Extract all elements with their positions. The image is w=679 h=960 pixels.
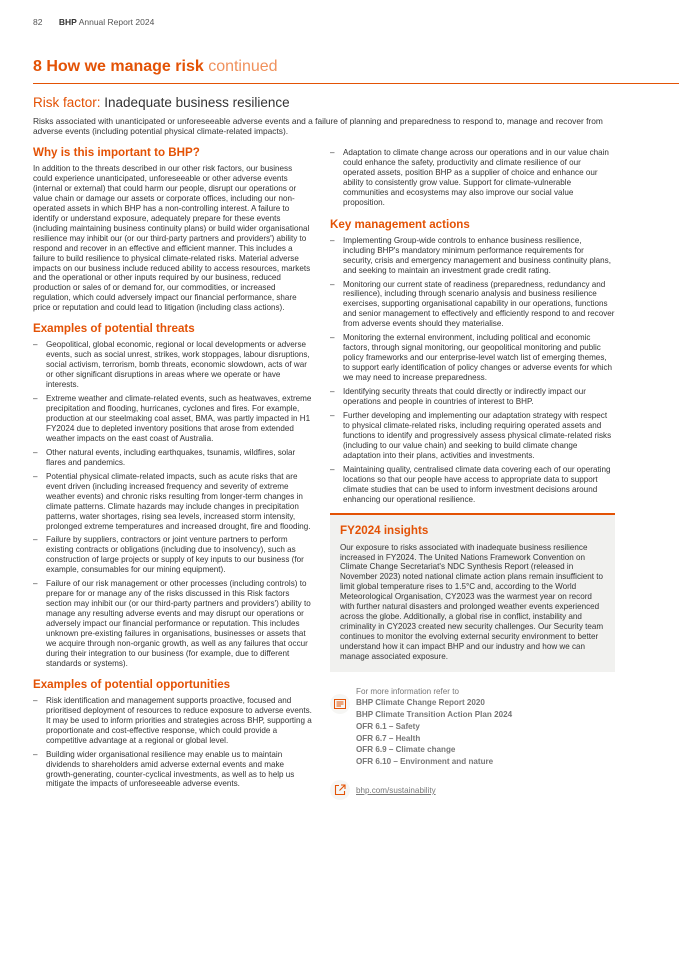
section-title-text: 8 How we manage risk bbox=[33, 58, 204, 75]
risk-factor-title bbox=[33, 95, 290, 110]
threats-heading: Examples of potential threats bbox=[33, 322, 195, 336]
list-item: – Other natural events, including earthquakes, tsunamis, wildfires, solar flares and pandemics. bbox=[33, 448, 313, 468]
more-info-link[interactable]: OFR 6.10 – Environment and nature bbox=[356, 757, 494, 767]
list-item: – Implementing Group-wide controls to enhance business resilience, including BHP's mandatory minimum performance requirements for security, crisis and emergency management and business continuity plans, and seeking to maintain an investment grade credit rating. bbox=[330, 236, 615, 276]
risk-factor-name: Inadequate business resilience bbox=[104, 95, 290, 110]
why-heading: Why is this important to BHP? bbox=[33, 146, 200, 159]
actions-heading: Key management actions bbox=[330, 217, 470, 231]
document-icon bbox=[330, 694, 350, 714]
why-text: In addition to the threats described in our other risk factors, our business could experience unanticipated, unforeseeable or other adverse events (internal or external) that could harm our people, disrupt our operations or value chain or damage our assets or corporate offices, including our non-operated assets in which BHP has a non-controlling interest. A failure to identify or understand exposure, adequately prepare for these events (including maintaining business continuity plans) or build wider organisational resilience may inhibit our (or our third-party partners and providers') ability to respond and recover in an effective and efficient manner. This includes a failure to build resilience to physical climate-related risks. Material adverse impacts on our business include reduced ability to access resources, markets and the operational or other inputs required by our business, reduced production or sales of or demand for, our commodities, or increased regulation, which could adversely impact our financial performance, share price or reputation and could lead to litigation (including class actions). bbox=[33, 164, 311, 313]
list-item: – Building wider organisational resilience may enable us to maintain dividends to shareholders amid adverse external events and make growth-generating, counter-cyclical investments, as well as to help us mitigate the impacts of unforeseeable adverse events. bbox=[33, 750, 313, 790]
page-number: 82 bbox=[33, 17, 43, 27]
page-header bbox=[33, 17, 154, 27]
threats-list bbox=[33, 340, 313, 669]
report-title: Annual Report 2024 bbox=[78, 17, 155, 27]
list-item: – Further developing and implementing our adaptation strategy with respect to physical climate-related risks, including requiring operated assets and functions to identify and progressively assess physical climate-related risks (including to our value chain) and seeking to build climate change adaptation into their plans, activities and investments. bbox=[330, 411, 615, 461]
actions-list bbox=[330, 236, 615, 505]
more-information bbox=[330, 686, 615, 768]
list-item: – Extreme weather and climate-related events, such as heatwaves, extreme precipitation and flooding, hurricanes, cyclones and fires. For example, production at our steelmaking coal asset, BMA, was partly impacted in H1 FY2024 due to depleted inventory positions that arose from extended weather impacts on the east coast of Australia. bbox=[33, 394, 313, 444]
more-info-link[interactable]: OFR 6.9 – Climate change bbox=[356, 745, 456, 755]
more-info-link[interactable]: BHP Climate Transition Action Plan 2024 bbox=[356, 709, 513, 719]
opportunities-list-continued bbox=[330, 148, 615, 208]
list-item: – Monitoring our current state of readiness (preparedness, redundancy and resilience), including through scenario analysis and business resilience exercises, supporting organisational capability in our operations, functions and senior management to effectively and efficiently respond to and recover from adverse events should they materialise. bbox=[330, 280, 615, 330]
opportunities-list bbox=[33, 696, 313, 790]
risk-factor-prefix: Risk factor: bbox=[33, 95, 101, 110]
more-info-link[interactable]: BHP Climate Change Report 2020 bbox=[356, 698, 485, 708]
section-divider bbox=[33, 83, 679, 84]
section-title bbox=[33, 58, 278, 76]
website-link[interactable]: bhp.com/sustainability bbox=[356, 785, 436, 795]
list-item: – Risk identification and management supports proactive, focused and prioritised deployment of resources to reduce exposure to adverse events. It may be used to inform priorities and strategies across BHP, supporting a proportionate and cost-effective response, which could provide a competitive advantage at a regional or global level. bbox=[33, 696, 313, 746]
risk-intro: Risks associated with unanticipated or unforeseeable adverse events and a failure of planning and preparedness to respond to, manage and recover from adverse events (including potential physical climate-related impacts). bbox=[33, 116, 603, 137]
list-item: – Failure by suppliers, contractors or joint venture partners to perform existing contracts or obligations (including due to insolvency), such as construction of large projects or supply of key inputs to our business (for example, consumables for our mining equipment). bbox=[33, 535, 313, 575]
more-info-link[interactable]: OFR 6.7 – Health bbox=[356, 733, 421, 743]
website-link-row bbox=[330, 780, 615, 800]
list-item: – Geopolitical, global economic, regional or local developments or adverse events, such as social unrest, strikes, work stoppages, labour disruptions, social activism, terrorism, bomb threats, economic slowdown, acts of war or other significant disruptions in areas where we operate or have interests. bbox=[33, 340, 313, 390]
insights-text: Our exposure to risks associated with inadequate business resilience increased in FY2024. The United Nations Framework Convention on Climate Change Secretariat's NDC Synthesis Report (released in November 2023) noted national climate action plans remain insufficient to limit global temperature rises to 1.5°C and, according to the World Meteorological Organisation, CY2023 was the warmest year on record with further natural disasters and prolonged weather events experienced across the globe. Additionally, a global rise in conflict, instability and criminality in CY2023 created new security challenges. Our Security team continues to monitor the evolving external security environment to better understand how it can impact BHP and our industry and how we can manage associated exposure. bbox=[340, 542, 604, 662]
list-item: – Identifying security threats that could directly or indirectly impact our operations and people in countries of interest to BHP. bbox=[330, 387, 615, 407]
opportunities-heading: Examples of potential opportunities bbox=[33, 677, 231, 691]
list-item: – Monitoring the external environment, including political and economic factors, through signal monitoring, our geopolitical monitoring and public policy frameworks and our enterprise-level watch list of emerging themes, to support early identification of policy changes or adverse events for which we may need to increase preparedness. bbox=[330, 333, 615, 383]
more-info-link[interactable]: OFR 6.1 – Safety bbox=[356, 721, 420, 731]
list-item: – Potential physical climate-related impacts, such as acute risks that are event driven (including increased frequency and severity of extreme weather events) and chronic risks resulting from longer-term changes in climate patterns. Climate hazards may include changes in precipitation patterns, water shortages, rising sea levels, increased storm intensity, prolonged extreme temperatures and increased drought, fire and flooding. bbox=[33, 472, 313, 532]
right-column bbox=[330, 148, 615, 800]
section-continued: continued bbox=[208, 58, 278, 75]
more-info-lead: For more information refer to bbox=[356, 686, 460, 696]
insights-heading: FY2024 insights bbox=[340, 523, 429, 537]
list-item: – Failure of our risk management or other processes (including controls) to prepare for or manage any of the risks discussed in this Risk factors section may inhibit our (or our third-party partners and providers') ability to manage any resulting adverse events and may disrupt our operations or adversely impact our financial performance or reputation. This includes unknown pre-existing failures in organisations, businesses or assets that we acquire through non-organic growth, as well as any failures that occur during their integration to our business (for example, due to different standards or systems). bbox=[33, 579, 313, 669]
brand-name: BHP bbox=[58, 17, 77, 27]
list-item: – Maintaining quality, centralised climate data covering each of our operating locations so that our people have access to appropriate data to support climate studies that can be used to inform investment decisions around enhancing our operational resilience. bbox=[330, 465, 615, 505]
list-item: – Adaptation to climate change across our operations and in our value chain could enhance the safety, productivity and climate resilience of our operated assets, position BHP as a supplier of choice and enhance our ability to consistently grow value. Support for climate-vulnerable communities and ecosystems may also improve our social value proposition. bbox=[330, 148, 615, 208]
external-link-icon bbox=[330, 780, 350, 800]
left-column bbox=[33, 146, 313, 793]
insights-panel bbox=[330, 513, 615, 672]
